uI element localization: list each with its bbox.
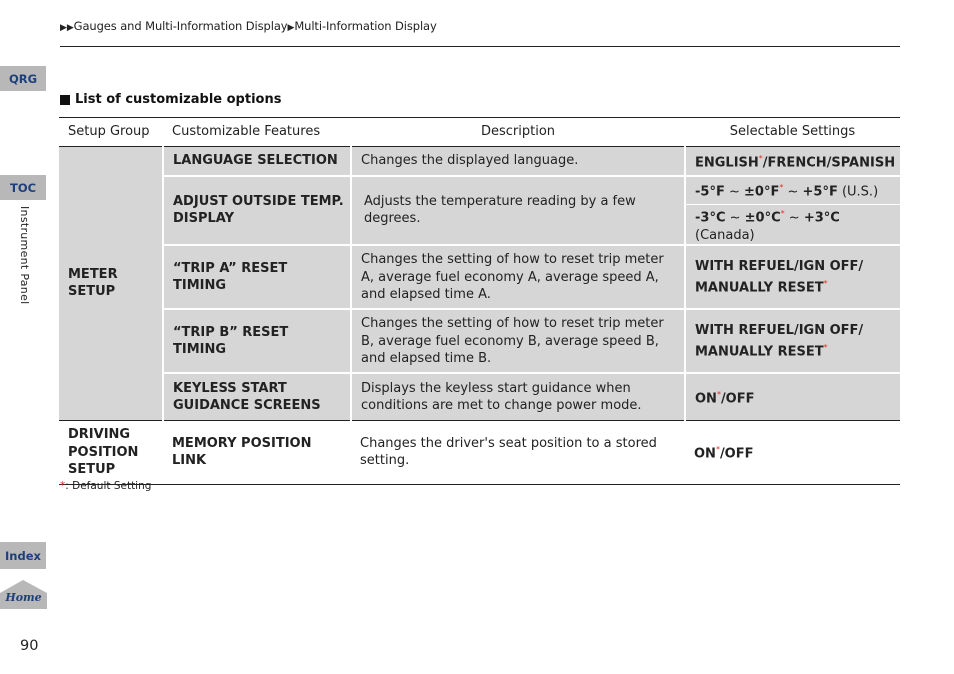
- group-meter-setup: [59, 147, 163, 421]
- setting-option: MANUALLY RESET: [695, 280, 824, 296]
- default-marker: *: [715, 445, 720, 455]
- region-label: (Canada): [695, 227, 755, 243]
- settings-cell: [685, 420, 900, 484]
- settings-cell: [685, 309, 900, 373]
- setting-option: MANUALLY RESET: [695, 344, 824, 360]
- breadcrumb-marker: ▶▶: [60, 23, 74, 33]
- table-row: [59, 245, 900, 309]
- settings-cell: [685, 245, 900, 309]
- table-row: [59, 147, 900, 176]
- setting-option: /OFF: [719, 446, 754, 462]
- qrg-tab-label: QRG: [8, 71, 38, 86]
- settings-cell: [685, 147, 900, 176]
- chapter-label: Instrument Panel: [18, 206, 31, 305]
- index-tab[interactable]: [0, 542, 46, 569]
- description-cell: Changes the setting of how to reset trip meter A, average fuel economy A, average speed A, and elapsed time A.: [351, 245, 685, 309]
- group-driving-position-setup: [59, 420, 163, 484]
- square-bullet-icon: [60, 95, 70, 105]
- range-separator: ~: [784, 210, 804, 226]
- qrg-tab[interactable]: [0, 66, 46, 91]
- setting-option: ON: [694, 446, 716, 462]
- settings-cell: [685, 373, 900, 420]
- feature-cell: LANGUAGE SELECTION: [163, 147, 351, 176]
- setting-option: +3°C: [803, 210, 840, 226]
- setting-option: -5°F: [695, 184, 725, 200]
- range-separator: ~: [783, 184, 803, 200]
- home-icon: [0, 579, 47, 609]
- description-cell: Changes the displayed language.: [351, 147, 685, 176]
- setting-option: -3°C: [695, 210, 726, 226]
- footnote-star: *: [60, 480, 66, 492]
- home-label: Home: [5, 591, 42, 604]
- setting-option: ENGLISH: [695, 155, 759, 171]
- header-description: Description: [351, 118, 685, 147]
- setting-option: ±0°C: [744, 210, 781, 226]
- region-label: (U.S.): [837, 184, 879, 200]
- page-number: 90: [20, 638, 39, 654]
- default-marker: *: [716, 390, 721, 400]
- footnote-text: : Default Setting: [65, 480, 152, 492]
- table-row: [59, 373, 900, 420]
- breadcrumb: [60, 19, 437, 33]
- setting-option: WITH REFUEL/IGN OFF/: [695, 322, 864, 338]
- feature-cell: “TRIP A” RESET TIMING: [163, 245, 351, 309]
- default-marker: *: [780, 209, 785, 218]
- feature-cell: KEYLESS START GUIDANCE SCREENS: [163, 373, 351, 420]
- breadcrumb-separator: ▶: [287, 23, 295, 33]
- group-label: METER SETUP: [68, 266, 118, 300]
- default-marker: *: [779, 183, 784, 193]
- table-row: [59, 420, 900, 484]
- range-separator: ~: [725, 210, 745, 226]
- table-header-row: [59, 118, 900, 147]
- toc-tab[interactable]: [0, 175, 46, 200]
- default-marker: *: [823, 343, 828, 353]
- table-row: [59, 309, 900, 373]
- home-button[interactable]: [0, 579, 47, 609]
- breadcrumb-link-mid[interactable]: Multi-Information Display: [294, 19, 437, 33]
- setting-option: ±0°F: [744, 184, 780, 200]
- header-setup-group: Setup Group: [59, 118, 163, 147]
- breadcrumb-link-gauges[interactable]: Gauges and Multi-Information Display: [73, 19, 288, 33]
- feature-cell: ADJUST OUTSIDE TEMP. DISPLAY: [163, 176, 351, 246]
- range-separator: ~: [724, 184, 744, 200]
- section-title: [60, 92, 281, 107]
- description-cell: Changes the driver's seat position to a stored setting.: [351, 420, 685, 484]
- header-divider: [60, 46, 900, 47]
- index-tab-label: Index: [5, 548, 41, 563]
- setting-option: ON: [695, 391, 717, 407]
- setting-option: /FRENCH/SPANISH: [762, 155, 896, 171]
- feature-cell: MEMORY POSITION LINK: [163, 420, 351, 484]
- settings-cell-canada: [685, 205, 900, 246]
- default-marker: *: [758, 153, 763, 163]
- toc-tab-label: TOC: [9, 180, 37, 195]
- setting-option: +5°F: [802, 184, 838, 200]
- table-row: [59, 176, 900, 205]
- header-features: Customizable Features: [163, 118, 351, 147]
- group-label: DRIVING POSITION SETUP: [68, 427, 139, 478]
- section-title-text: List of customizable options: [75, 92, 282, 107]
- description-cell: Displays the keyless start guidance when conditions are met to change power mode.: [351, 373, 685, 420]
- header-settings: Selectable Settings: [685, 118, 900, 147]
- footnote: [60, 480, 151, 492]
- feature-cell: “TRIP B” RESET TIMING: [163, 309, 351, 373]
- default-marker: *: [823, 279, 828, 289]
- setting-option: WITH REFUEL/IGN OFF/: [695, 258, 864, 274]
- description-cell: Adjusts the temperature reading by a few degrees.: [351, 176, 685, 246]
- setting-option: /OFF: [720, 391, 755, 407]
- description-cell: Changes the setting of how to reset trip meter B, average fuel economy B, average speed B, and elapsed time B.: [351, 309, 685, 373]
- customizable-options-table: [59, 117, 900, 485]
- settings-cell-us: [685, 176, 900, 205]
